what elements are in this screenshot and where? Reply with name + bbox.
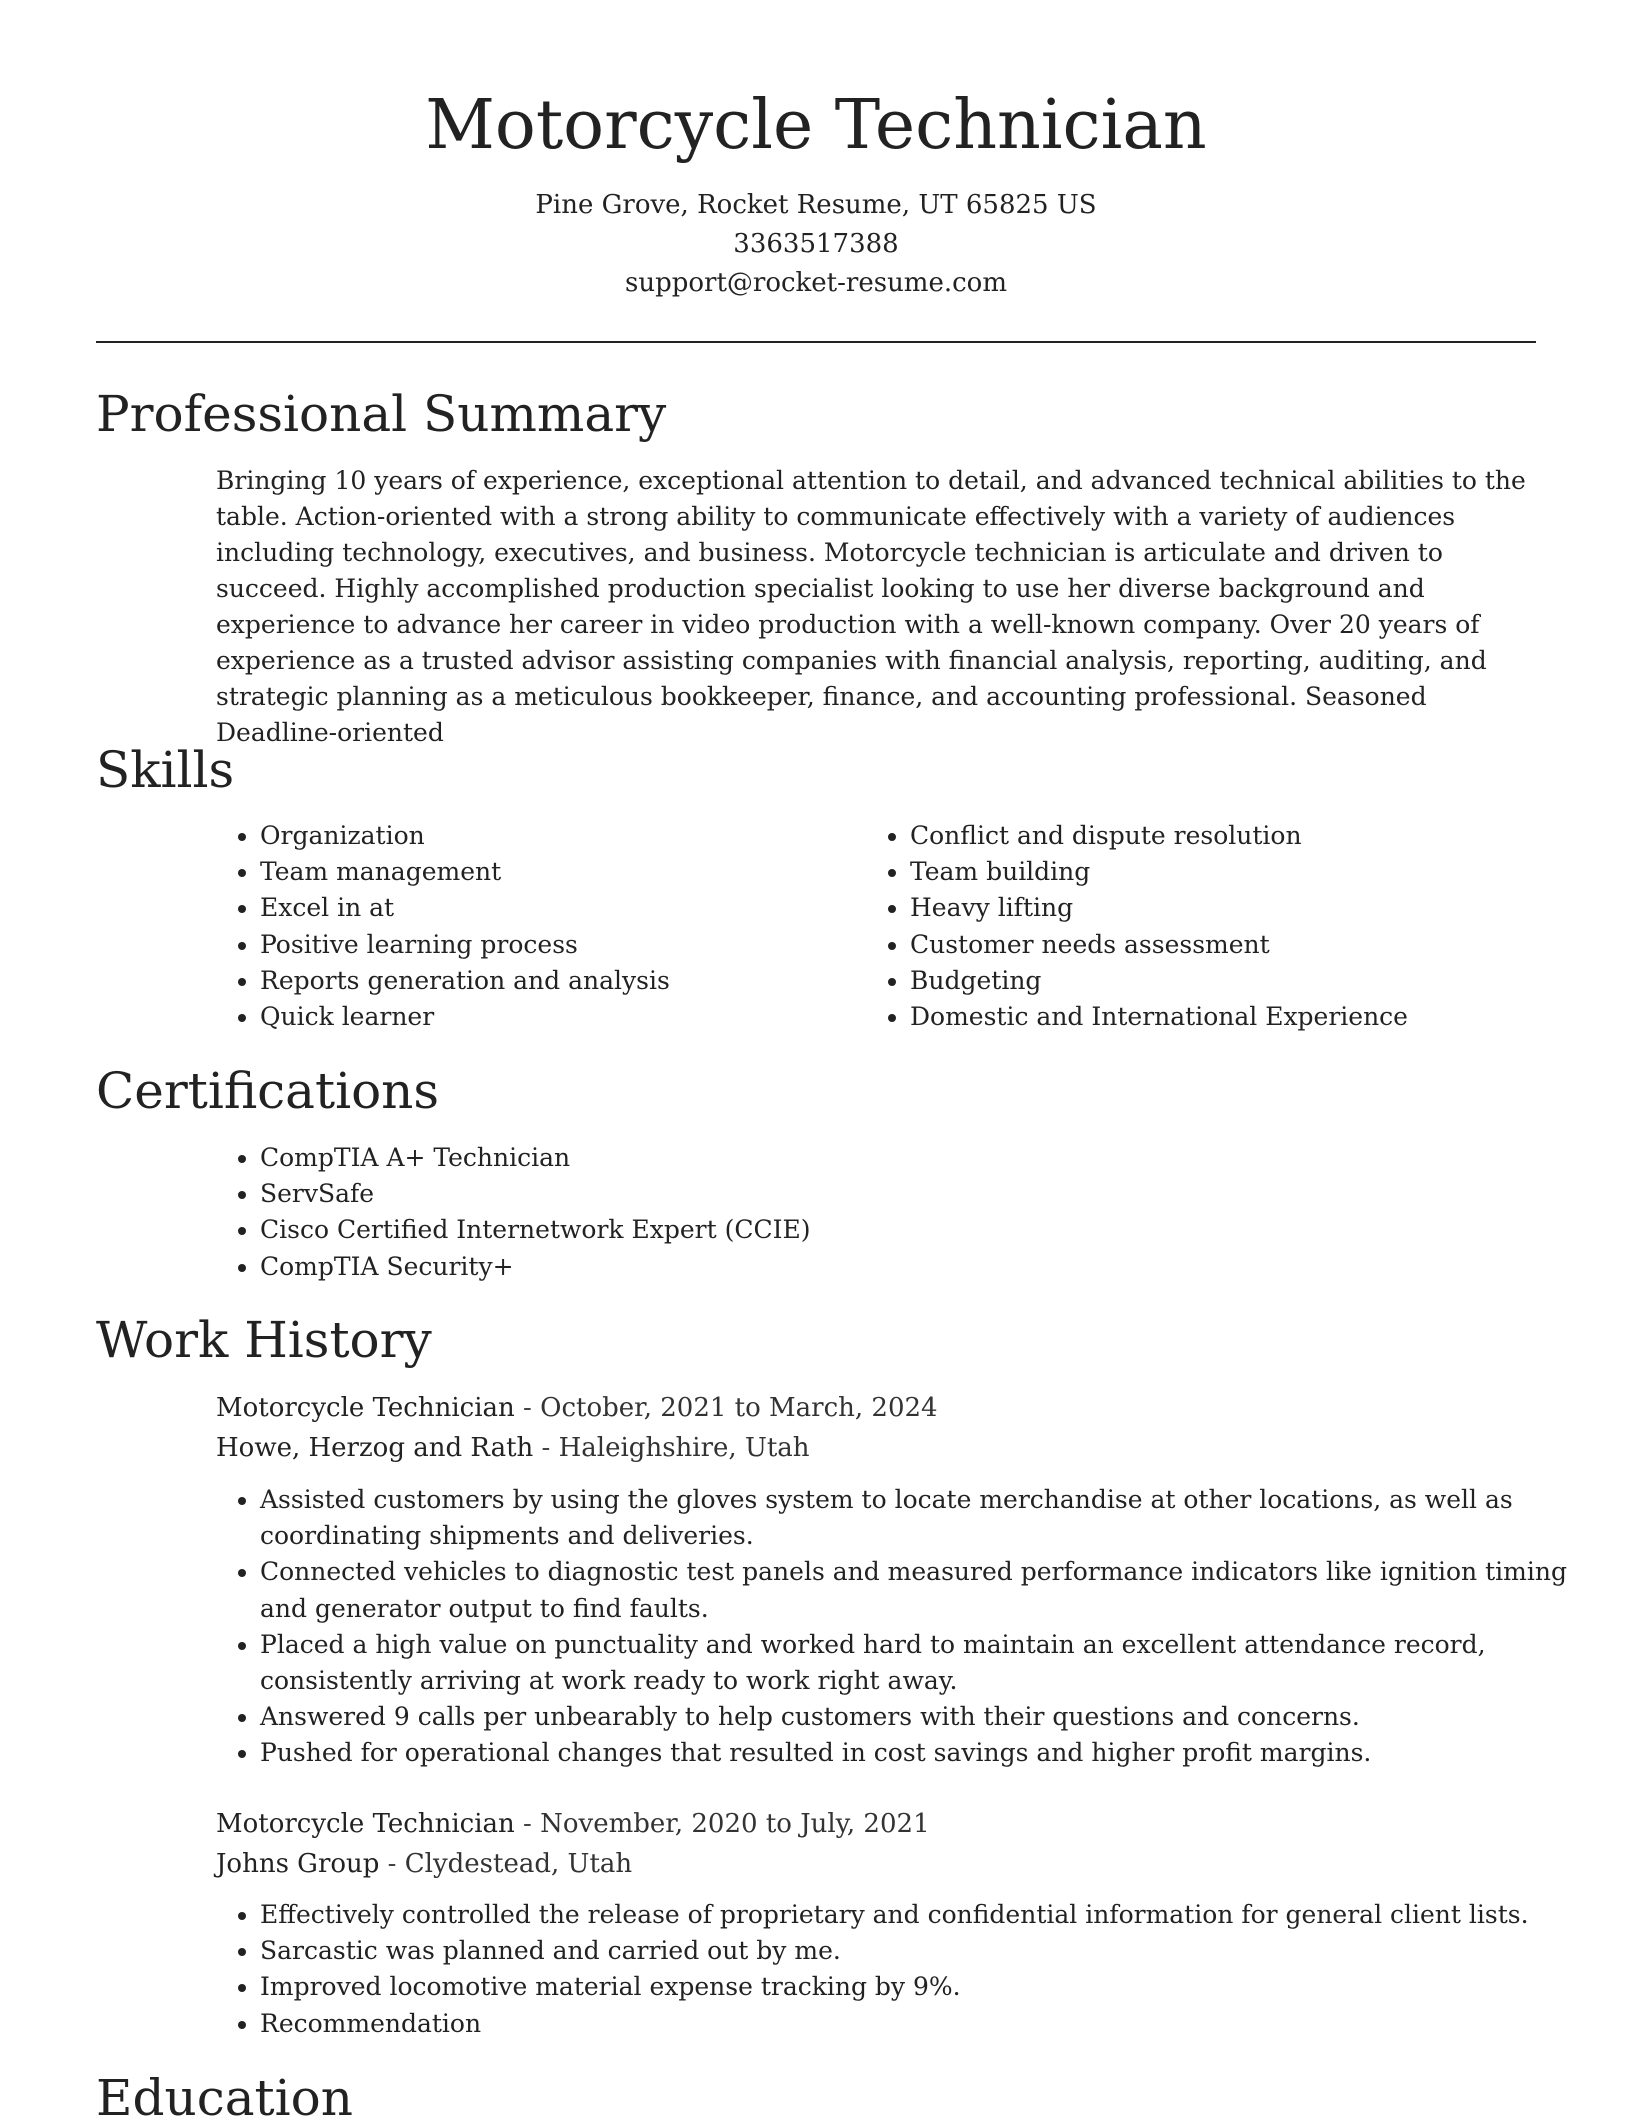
certification-item: • CompTIA Security+ [260,1249,1580,1285]
skill-item: • Budgeting [910,963,1580,999]
job-1-title-line [216,1388,938,1428]
summary-heading: Professional Summary [96,385,667,443]
job-dates: November, 2020 to July, 2021 [540,1809,930,1839]
summary-text: Bringing 10 years of experience, exceptional attention to detail, and advanced technical abilities to the table. Action-oriented with a strong ability to communicate effectively with a variety of audiences including technology, executives, and business. Motorcycle technician is articulate and driven to succeed. Highly accomplished production specialist looking to use her diverse background and experience to advance her career in video production with a well-known company. Over 20 years of experience as a trusted advisor assisting companies with financial analysis, reporting, auditing, and strategic planning as a meticulous bookkeeper, finance, and accounting professional. Seasoned Deadline-oriented [216,466,1526,747]
candidate-name: Motorcycle Technician [425,86,1207,165]
skill-item: • Team management [260,854,860,890]
certification-item: • ServSafe [260,1176,1580,1212]
skill-item: • Excel in at [260,890,860,926]
certification-item: • Cisco Certified Internetwork Expert (CCIE) [260,1212,1580,1248]
job-company: Howe, Herzog and Rath [216,1433,534,1463]
job-company: Johns Group [216,1849,380,1879]
job-1-company-line [216,1428,810,1468]
certifications-heading: Certifications [96,1062,440,1120]
certification-item: • CompTIA A+ Technician [260,1140,1580,1176]
skills-heading: Skills [96,741,235,799]
work-history-heading: Work History [96,1311,432,1369]
job-bullet: • Sarcastic was planned and carried out by me. [260,1933,1580,1969]
job-2-bullets [216,1897,1580,2042]
contact-address: Pine Grove, Rocket Resume, UT 65825 US [535,190,1097,220]
job-bullet: • Assisted customers by using the gloves system to locate merchandise at other locations, as well as coordinating shipments and deliveries. [260,1482,1580,1554]
contact-email: support@rocket-resume.com [624,268,1007,298]
resume-header [96,80,1536,303]
job-bullet: • Effectively controlled the release of proprietary and confidential information for general client lists. [260,1897,1580,1933]
job-location: Clydestead, Utah [404,1849,633,1879]
skills-list-left [216,818,860,1035]
job-bullet: • Placed a high value on punctuality and worked hard to maintain an excellent attendance record, consistently arriving at work ready to work right away. [260,1627,1580,1699]
education-heading: Education [96,2069,353,2127]
job-separator: - [514,1393,541,1423]
contact-phone: 3363517388 [733,229,899,259]
job-2-title-line [216,1804,930,1844]
job-bullet: • Pushed for operational changes that resulted in cost savings and higher profit margins. [260,1735,1580,1771]
skill-item: • Heavy lifting [910,890,1580,926]
job-2-company-line [216,1844,632,1884]
job-dates: October, 2021 to March, 2024 [540,1393,938,1423]
job-location: Haleighshire, Utah [558,1433,810,1463]
skill-item: • Reports generation and analysis [260,963,860,999]
skill-item: • Positive learning process [260,927,860,963]
job-role: Motorcycle Technician [216,1393,515,1423]
job-bullet: • Answered 9 calls per unbearably to help customers with their questions and concerns. [260,1699,1580,1735]
job-separator: - [533,1433,559,1463]
skill-item: • Organization [260,818,860,854]
skills-list-right [866,818,1580,1035]
skill-item: • Domestic and International Experience [910,999,1580,1035]
job-bullet: • Connected vehicles to diagnostic test panels and measured performance indicators like ignition timing and generator output to find faults. [260,1554,1580,1626]
certifications-list [216,1140,1580,1285]
job-1-bullets [216,1482,1580,1772]
skill-item: • Quick learner [260,999,860,1035]
job-separator: - [514,1809,541,1839]
header-divider [96,341,1536,343]
job-separator: - [379,1849,405,1879]
job-role: Motorcycle Technician [216,1809,515,1839]
job-bullet: • Improved locomotive material expense tracking by 9%. [260,1969,1580,2005]
job-bullet: • Recommendation [260,2006,1580,2042]
skill-item: • Customer needs assessment [910,927,1580,963]
skill-item: • Team building [910,854,1580,890]
skill-item: • Conflict and dispute resolution [910,818,1580,854]
